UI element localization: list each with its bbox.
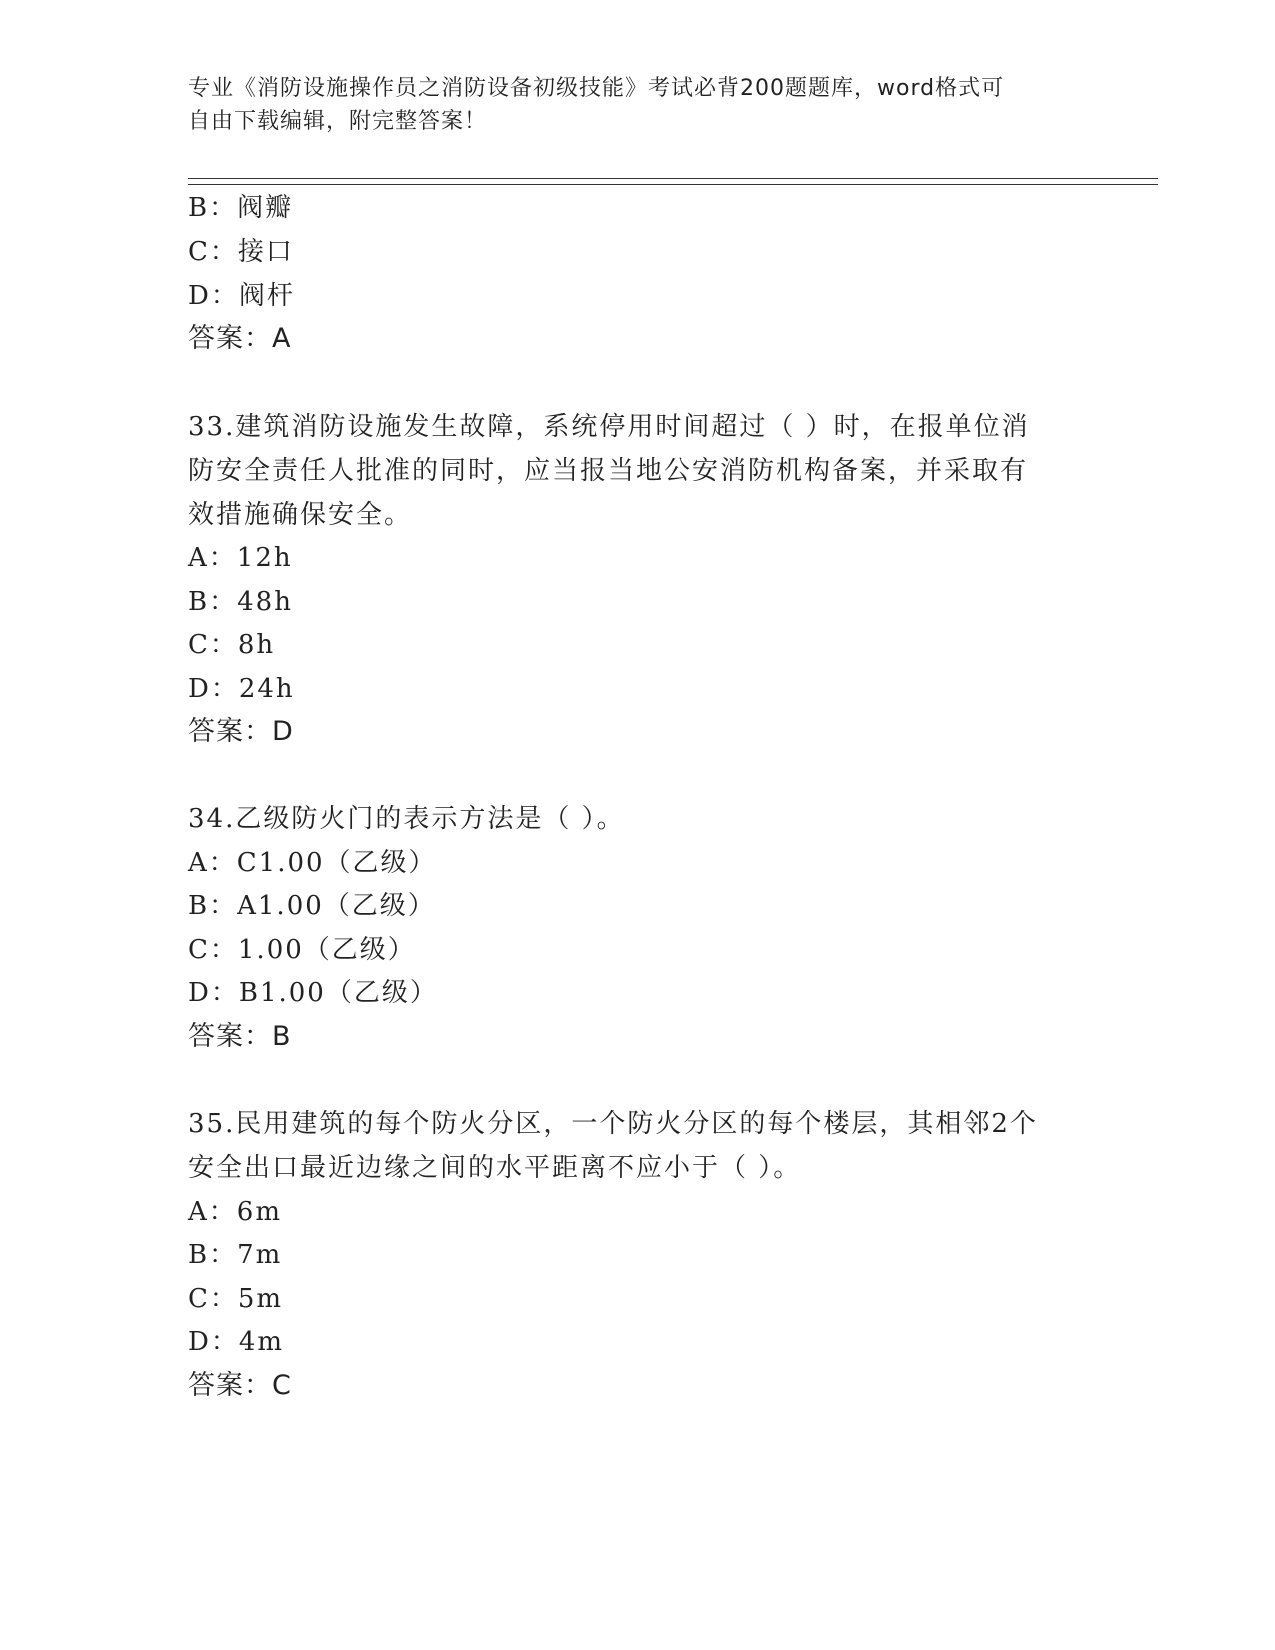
question-34-option-c: C：1.00（乙级） [188, 935, 416, 965]
question-33-answer: 答案：D [188, 716, 294, 747]
question-33-stem-line-2: 防安全责任人批准的同时，应当报当地公安消防机构备案，并采取有 [188, 456, 1029, 486]
option-c: C：接口 [188, 237, 294, 267]
option-b: B：阀瓣 [188, 193, 294, 223]
header-line-1: 专业《消防设施操作员之消防设备初级技能》考试必背200题题库，word格式可 [188, 76, 1005, 101]
question-35-option-b: B：7m [188, 1240, 283, 1270]
question-33-stem-line-3: 效措施确保安全。 [188, 500, 413, 530]
question-33-option-a: A：12h [188, 543, 293, 573]
question-33-option-b: B：48h [188, 587, 293, 617]
header-divider-bottom [188, 184, 1158, 185]
question-34-option-a: A：C1.00（乙级） [188, 848, 437, 878]
question-35-option-c: C：5m [188, 1284, 284, 1314]
question-35-option-a: A：6m [188, 1197, 282, 1227]
document-header [188, 72, 1068, 138]
question-34-answer: 答案：B [188, 1021, 292, 1052]
question-34-option-d: D：B1.00（乙级） [188, 978, 438, 1008]
question-35-stem-line-1: 35.民用建筑的每个防火分区，一个防火分区的每个楼层，其相邻2个 [188, 1109, 1038, 1139]
header-divider-top [188, 178, 1158, 179]
question-35-stem-line-2: 安全出口最近边缘之间的水平距离不应小于（ ）。 [188, 1153, 802, 1183]
question-34-stem-line-1: 34.乙级防火门的表示方法是（ ）。 [188, 804, 625, 834]
question-33-stem-line-1: 33.建筑消防设施发生故障，系统停用时间超过（ ）时，在报单位消 [188, 412, 1030, 442]
option-d: D：阀杆 [188, 281, 295, 311]
answer-line: 答案：A [188, 323, 292, 354]
header-line-2: 自由下载编辑，附完整答案！ [188, 109, 488, 134]
question-33-option-c: C：8h [188, 630, 276, 660]
question-34-option-b: B：A1.00（乙级） [188, 891, 436, 921]
question-35-option-d: D：4m [188, 1327, 285, 1357]
question-35-answer: 答案：C [188, 1370, 292, 1401]
question-33-option-d: D：24h [188, 674, 295, 704]
